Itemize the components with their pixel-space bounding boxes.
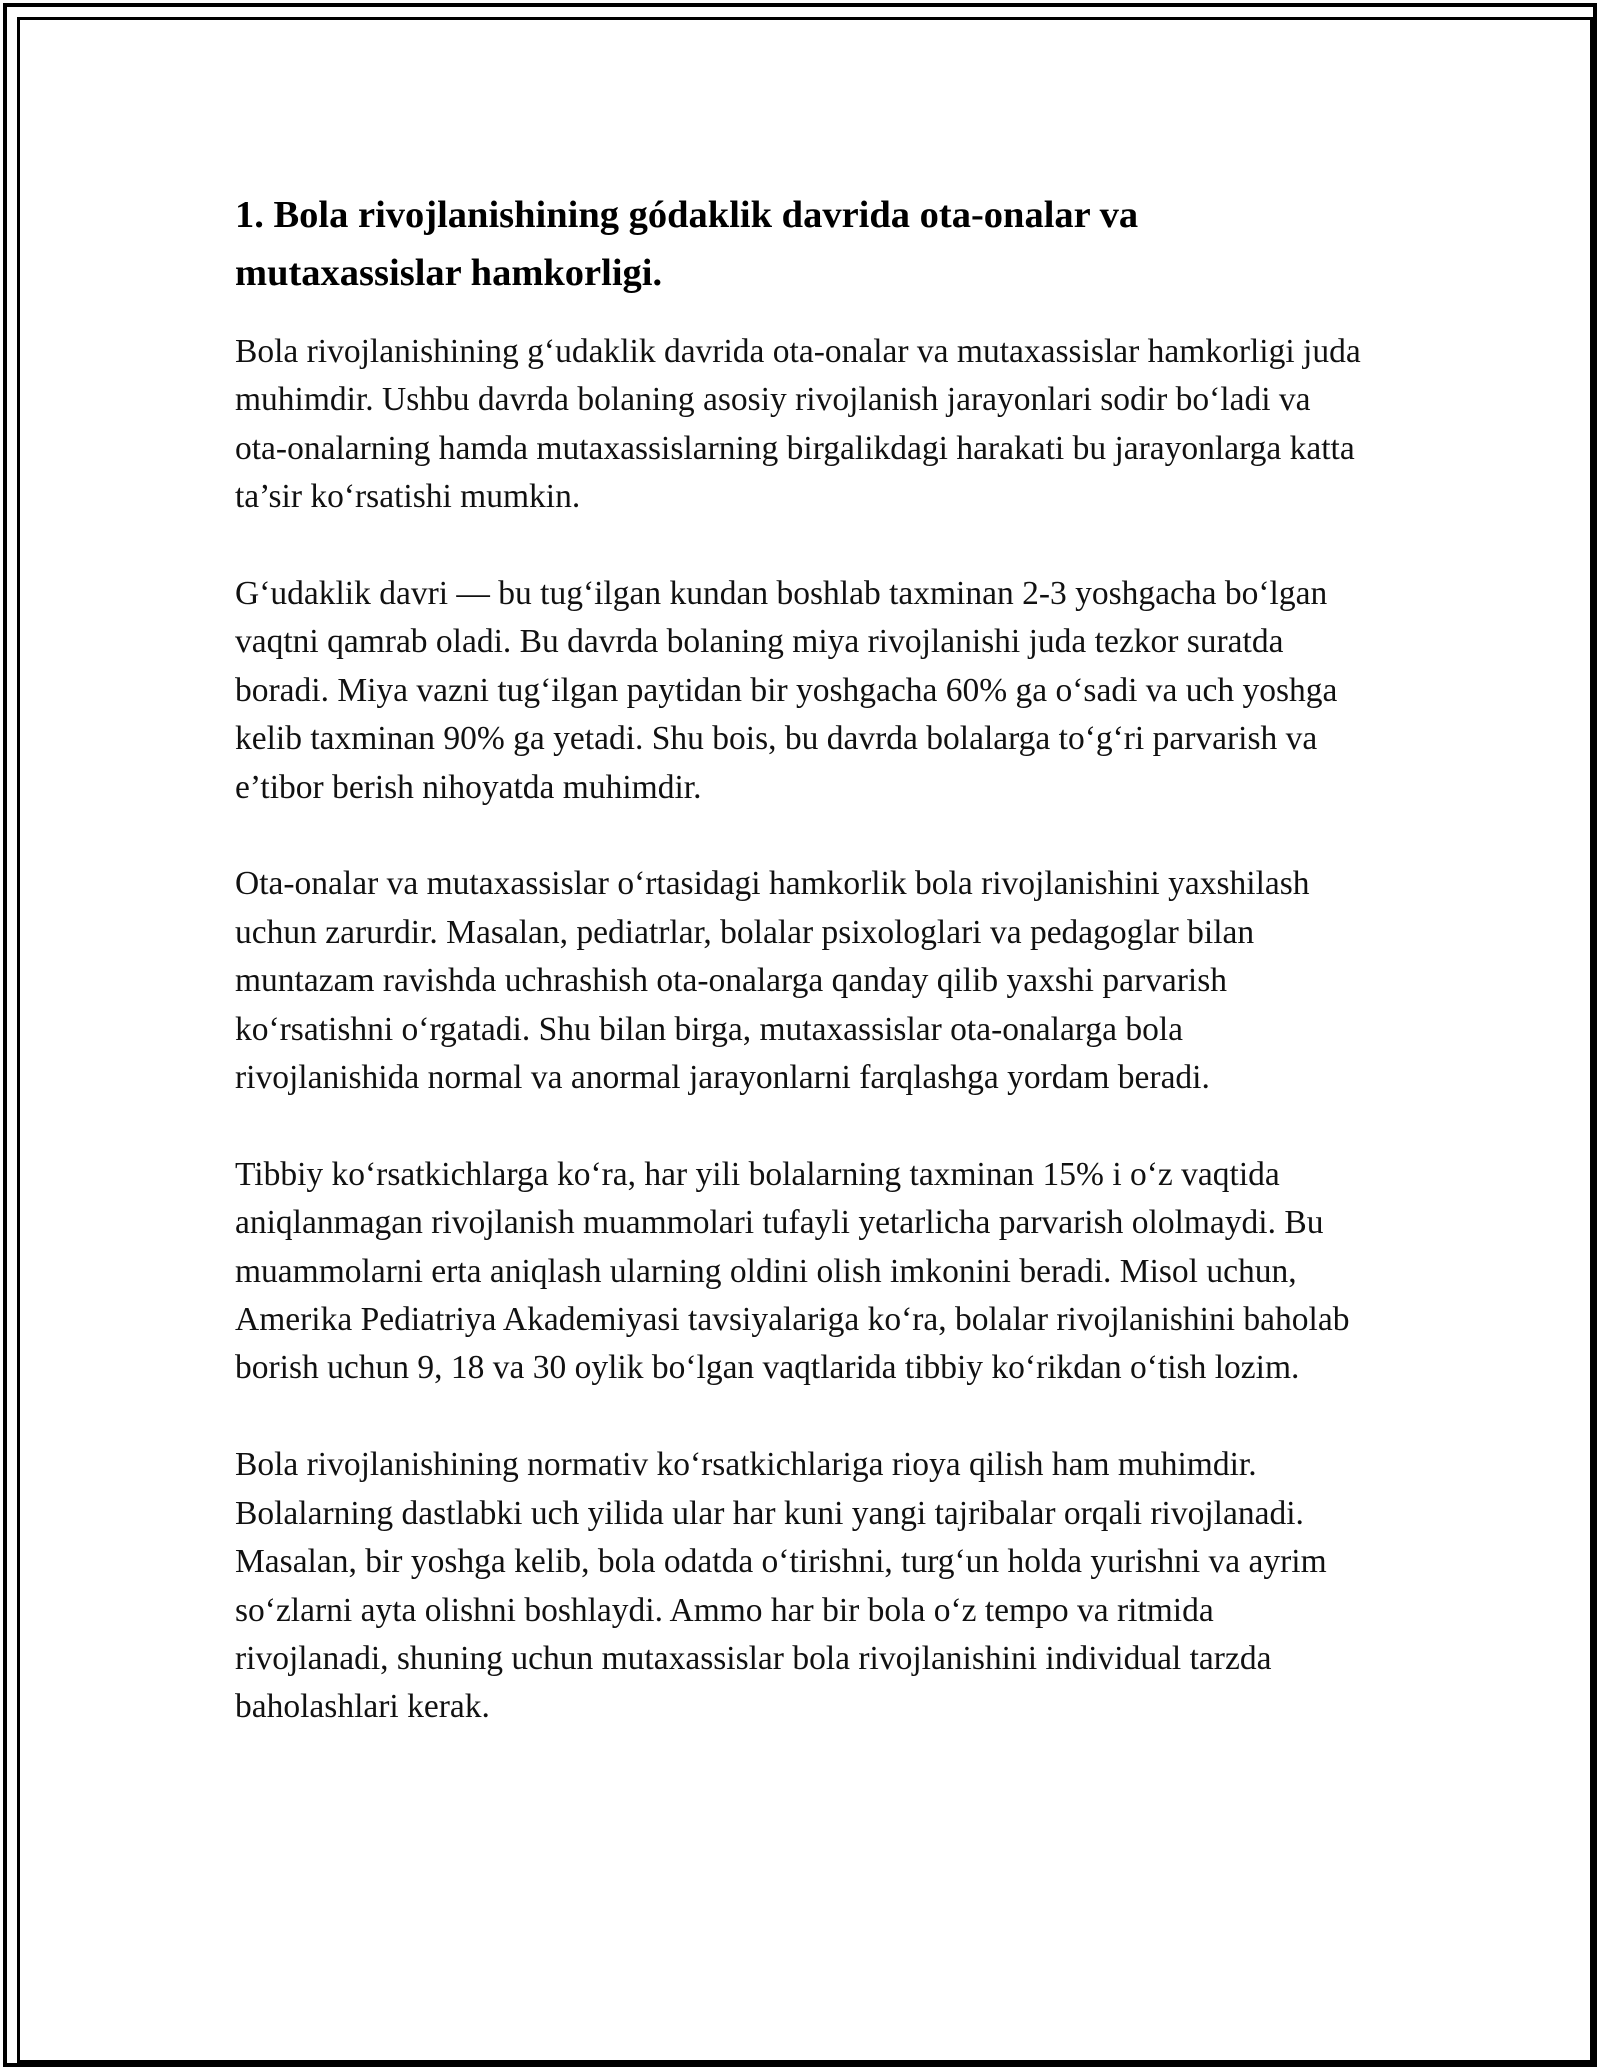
- paragraph-2: G‘udaklik davri — bu tug‘ilgan kundan boshlab taxminan 2-3 yoshgacha bo‘lgan vaqtni qamrab oladi. Bu davrda bolaning miya rivojlanishi juda tezkor suratda boradi. Miya vazni tug‘ilgan paytidan bir yoshgacha 60% ga o‘sadi va uch yoshga kelib taxminan 90% ga yetadi. Shu bois, bu davrda bolalarga to‘g‘ri parvarish va e’tibor berish nihoyatda muhimdir.: [235, 575, 1338, 806]
- paragraph-5: Bola rivojlanishining normativ ko‘rsatkichlariga rioya qilish ham muhimdir. Bolalarning dastlabki uch yilida ular har kuni yangi tajribalar orqali rivojlanadi. Masalan, bir yoshga kelib, bola odatda o‘tirishni, turg‘un holda yurishni va ayrim so‘zlarni ayta olishni boshlaydi. Ammo har bir bola o‘z tempo va ritmida rivojlanadi, shuning uchun mutaxassislar bola rivojlanishini individual tarzda baholashlari kerak.: [235, 1446, 1327, 1726]
- document-body: [235, 186, 1370, 1780]
- section-heading: 1. Bola rivojlanishining gódaklik davrida ota-onalar va mutaxassislar hamkorligi.: [235, 194, 1139, 294]
- paragraph-1: Bola rivojlanishining g‘udaklik davrida ota-onalar va mutaxassislar hamkorligi juda muhimdir. Ushbu davrda bolaning asosiy rivojlanish jarayonlari sodir bo‘ladi va ota-onalarning hamda mutaxassislarning birgalikdagi harakati bu jarayonlarga katta ta’sir ko‘rsatishi mumkin.: [235, 333, 1361, 516]
- paragraph-4: Tibbiy ko‘rsatkichlarga ko‘ra, har yili bolalarning taxminan 15% i o‘z vaqtida aniqlanmagan rivojlanish muammolari tufayli yetarlicha parvarish ololmaydi. Bu muammolarni erta aniqlash ularning oldini olish imkonini beradi. Misol uchun, Amerika Pediatriya Akademiyasi tavsiyalariga ko‘ra, bolalar rivojlanishini baholab borish uchun 9, 18 va 30 oylik bo‘lgan vaqtlarida tibbiy ko‘rikdan o‘tish lozim.: [235, 1155, 1350, 1387]
- paragraph-3: Ota-onalar va mutaxassislar o‘rtasidagi hamkorlik bola rivojlanishini yaxshilash uchun zarurdir. Masalan, pediatrlar, bolalar psixologlari va pedagoglar bilan muntazam ravishda uchrashish ota-onalarga qanday qilib yaxshi parvarish ko‘rsatishni o‘rgatadi. Shu bilan birga, mutaxassislar ota-onalarga bola rivojlanishida normal va anormal jarayonlarni farqlashga yordam beradi.: [235, 865, 1310, 1097]
